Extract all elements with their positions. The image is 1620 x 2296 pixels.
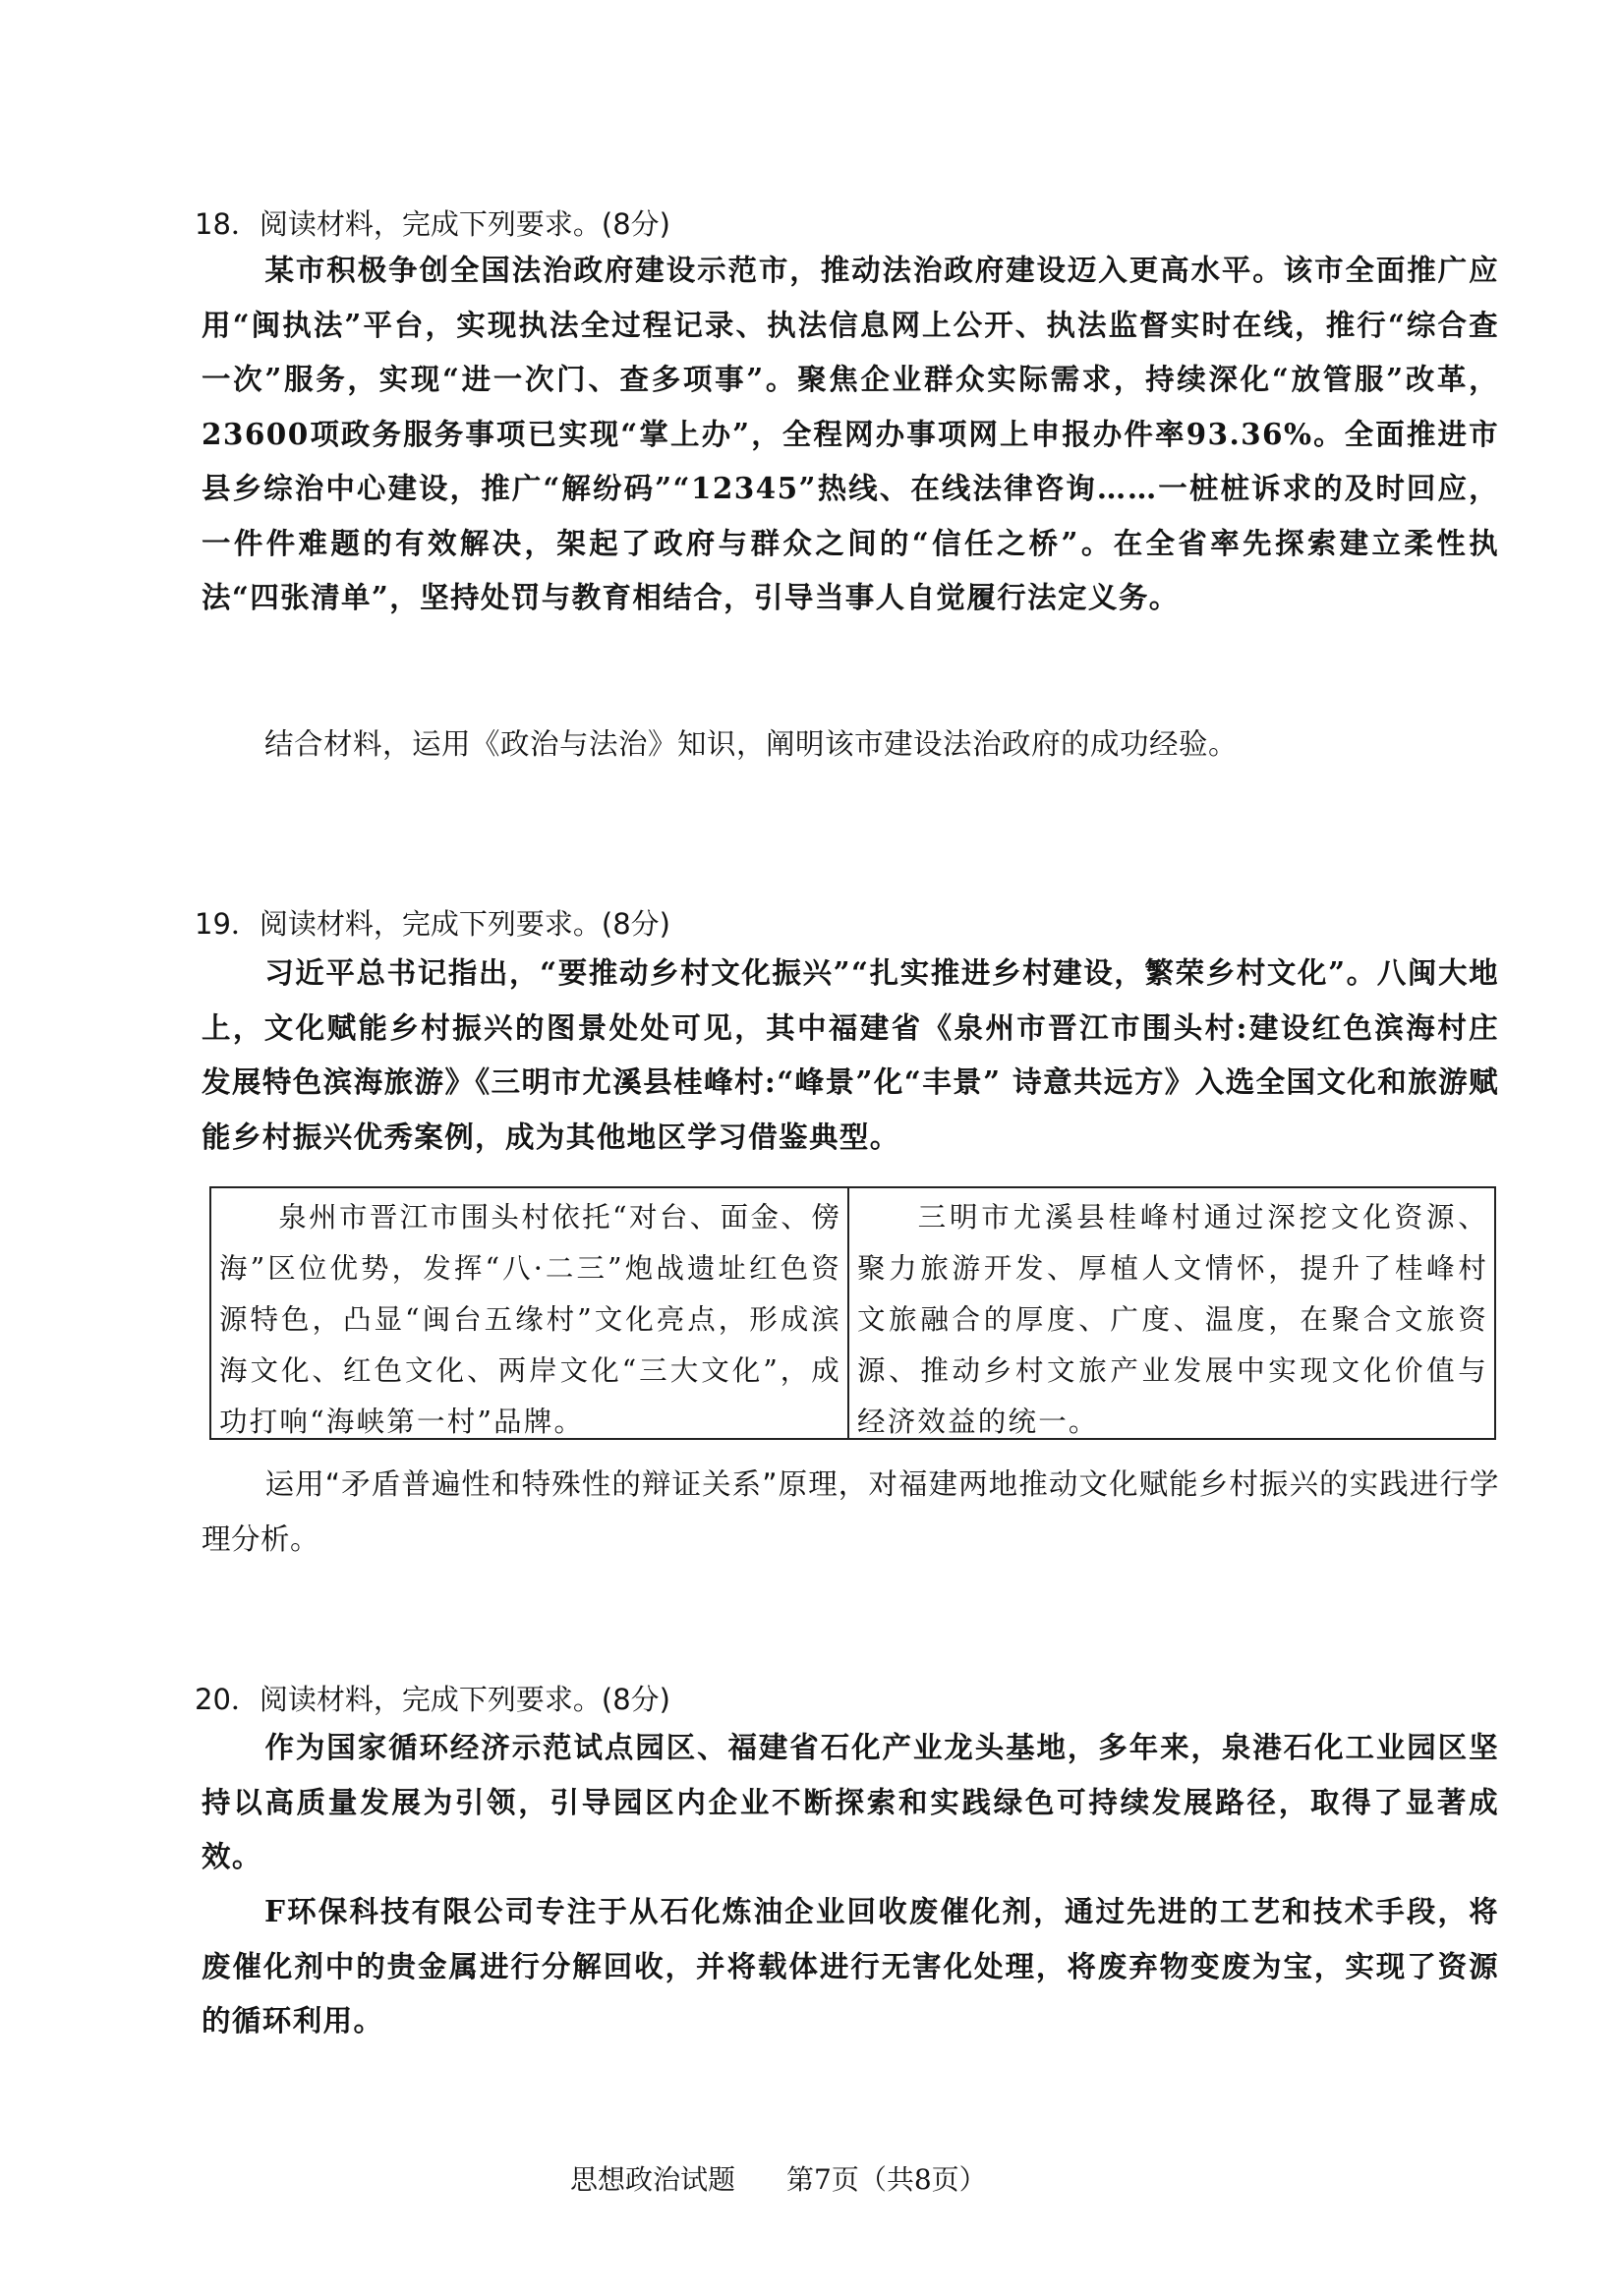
footer-page: 第7页（共8页） — [786, 2163, 987, 2196]
q18-title: 18．阅读材料，完成下列要求。(8分) — [195, 207, 670, 241]
case-quanzhou: 泉州市晋江市围头村依托“对台、面金、傍海”区位优势，发挥“八·二三”炮战遗址红色资源特色，凸显“闽台五缘村”文化亮点，形成滨海文化、红色文化、两岸文化“三大文化”，成功打响“海峡第一村”品牌。 — [211, 1188, 849, 1438]
q19-task — [202, 1458, 1499, 1567]
q20-material — [202, 1720, 1499, 1884]
q20-material2 — [202, 1884, 1499, 2048]
q18-material-text: 某市积极争创全国法治政府建设示范市，推动法治政府建设迈入更高水平。该市全面推广应用“闽执法”平台，实现执法全过程记录、执法信息网上公开、执法监督实时在线，推行“综合查一次”服务，实现“进一次门、查多项事”。聚焦企业群众实际需求，持续深化“放管服”改革，23600项政务服务事项已实现“掌上办”，全程网办事项网上申报办件率93.36%。全面推进市县乡综治中心建设，推广“解纷码”“12345”热线、在线法律咨询……一桩桩诉求的及时回应，一件件难题的有效解决，架起了政府与群众之间的“信任之桥”。在全省率先探索建立柔性执法“四张清单”，坚持处罚与教育相结合，引导当事人自觉履行法定义务。 — [202, 253, 1499, 614]
q19-material — [202, 946, 1499, 1164]
footer-subject: 思想政治试题 — [570, 2163, 736, 2196]
q18-task-text: 结合材料，运用《政治与法治》知识，阐明该市建设法治政府的成功经验。 — [264, 727, 1239, 761]
q20-material2-text: F环保科技有限公司专注于从石化炼油企业回收废催化剂，通过先进的工艺和技术手段，将废催化剂中的贵金属进行分解回收，并将载体进行无害化处理，将废弃物变废为宝，实现了资源的循环利用。 — [202, 1894, 1499, 2038]
case-table — [209, 1186, 1496, 1440]
q18-material — [202, 243, 1499, 625]
case-sanming: 三明市尤溪县桂峰村通过深挖文化资源、聚力旅游开发、厚植人文情怀，提升了桂峰村文旅融合的厚度、广度、温度，在聚合文旅资源、推动乡村文旅产业发展中实现文化价值与经济效益的统一。 — [857, 1201, 1488, 1438]
q19-task-text: 运用“矛盾普遍性和特殊性的辩证关系”原理，对福建两地推动文化赋能乡村振兴的实践进行学理分析。 — [202, 1467, 1499, 1556]
q20-material-text: 作为国家循环经济示范试点园区、福建省石化产业龙头基地，多年来，泉港石化工业园区坚持以高质量发展为引领，引导园区内企业不断探索和实践绿色可持续发展路径，取得了显著成效。 — [202, 1730, 1499, 1873]
q19-material-text: 习近平总书记指出，“要推动乡村文化振兴”“扎实推进乡村建设，繁荣乡村文化”。八闽大地上，文化赋能乡村振兴的图景处处可见，其中福建省《泉州市晋江市围头村:建设红色滨海村庄 发展特色滨海旅游》《三明市尤溪县桂峰村:“峰景”化“丰景” 诗意共远方》入选全国文化和旅游赋能乡村振兴优秀案例，成为其他地区学习借鉴典型。 — [202, 955, 1499, 1154]
q19-title: 19．阅读材料，完成下列要求。(8分) — [195, 907, 670, 941]
q20-title: 20．阅读材料，完成下列要求。(8分) — [195, 1683, 670, 1716]
page-footer — [570, 2158, 1038, 2198]
q18-task — [202, 718, 1499, 773]
